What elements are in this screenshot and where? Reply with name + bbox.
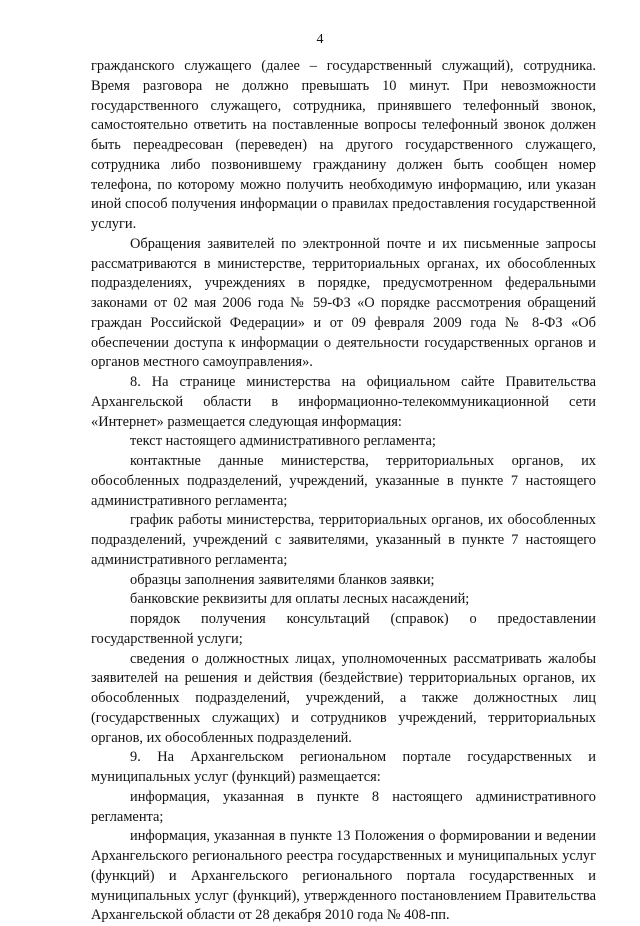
list-item-bank-details: банковские реквизиты для оплаты лесных насаждений; [130, 591, 470, 608]
paragraph-electronic-requests: Обращения заявителей по электронной почте и их письменные запросы рассматриваются в министерстве, территориальных органах, их обособленных подразделениях, учреждениях в порядке, предусмотренном федеральными законами от 02 мая 2006 года № 59-ФЗ «О порядке рассмотрения обращений граждан Российской Федерации» и от 09 февраля 2009 года № 8-ФЗ «Об обеспечении доступа к информации о деятельности государственных органов и органов местного самоуправления». [91, 235, 596, 371]
paragraph-item-9-intro: 9. На Архангельском региональном портале государственных и муниципальных услуг (функций) размещается: [91, 749, 596, 785]
list-item-contact-data: контактные данные министерства, территориальных органов, их обособленных подразделений, учреждений, указанные в пункте 7 настоящего административного регламента; [91, 453, 596, 509]
list-item-item-8-info: информация, указанная в пункте 8 настоящего административного регламента; [91, 788, 596, 825]
list-item-consultation-procedure: порядок получения консультаций (справок) о предоставлении государственной услуги; [91, 611, 596, 647]
list-item-item-13-info: информация, указанная в пункте 13 Положения о формировании и ведении Архангельского регионального реестра государственных и муниципальных услуг (функций) и Архангельского регионального портала государственных и муниципальных услуг (функций), утвержденного постановлением Правительства Архангельской области от 28 декабря 2010 года № 408-пп. [91, 828, 596, 924]
paragraph-item-8-intro: 8. На странице министерства на официальном сайте Правительства Архангельской области в информационно-телекоммуникационной сети «Интернет» размещается следующая информация: [91, 374, 596, 430]
list-item-regulation-text: текст настоящего административного регламента; [130, 433, 436, 450]
page-number: 4 [316, 32, 324, 47]
document-body [91, 57, 596, 926]
paragraph-service-contact-continuation: гражданского служащего (далее – государственный служащий), сотрудника. Время разговора не должно превышать 10 минут. При невозможности государственного служащего, сотрудника, принявшего телефонный звонок, самостоятельно ответить на поставленные вопросы телефонный звонок должен быть переадресован (переведен) на другого государственного служащего, сотрудника либо позвонившему гражданину должен быть сообщен номер телефона, по которому можно получить необходимую информацию, или указан иной способ получения информации о правилах предоставления государственной услуги. [91, 58, 596, 232]
list-item-form-samples: образцы заполнения заявителями бланков заявки; [130, 571, 435, 588]
list-item-officials-info: сведения о должностных лицах, уполномоченных рассматривать жалобы заявителей на решения и действия (бездействие) территориальных органов, их обособленных подразделений, учреждений, а также должностных лиц (государственных служащих) и сотрудников учреждений, территориальных органов, их обособленных подразделений. [91, 650, 596, 746]
list-item-work-schedule: график работы министерства, территориальных органов, их обособленных подразделений, учреждений с заявителями, указанный в пункте 7 настоящего административного регламента; [91, 512, 596, 568]
